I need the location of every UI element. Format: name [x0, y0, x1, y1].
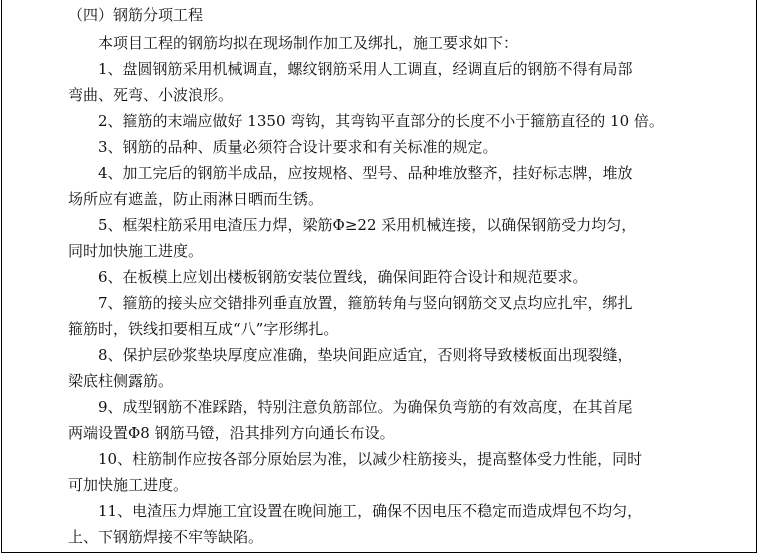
paragraph-line: 可加快施工进度。	[68, 476, 189, 494]
paragraph-line: 7、箍筋的接头应交错排列垂直放置，箍筋转角与竖向钢筋交叉点均应扎牢，绑扎	[98, 294, 633, 312]
list-item-10	[68, 446, 690, 498]
paragraph-line: 1、盘圆钢筋采用机械调直，螺纹钢筋采用人工调直，经调直后的钢筋不得有局部	[98, 60, 633, 78]
paragraph-line: 箍筋时，铁线扣要相互成“八”字形绑扎。	[68, 320, 339, 338]
list-item-11	[68, 498, 690, 550]
paragraph-line: 2、箍筋的末端应做好 1350 弯钩，其弯钩平直部分的长度不小于箍筋直径的 10 倍。	[98, 112, 664, 130]
paragraph-line: 本项目工程的钢筋均拟在现场制作加工及绑扎，施工要求如下：	[98, 34, 519, 52]
list-item-2	[68, 108, 690, 134]
paragraph-line: 场所应有遮盖，防止雨淋日晒而生锈。	[68, 190, 324, 208]
paragraph-line: 弯曲、死弯、小波浪形。	[68, 86, 234, 104]
paragraph-line: 8、保护层砂浆垫块厚度应准确，垫块间距应适宜，否则将导致楼板面出现裂缝，	[98, 346, 633, 364]
paragraph-line: 6、在板模上应划出楼板钢筋安装位置线，确保间距符合设计和规范要求。	[98, 268, 588, 286]
list-item-5	[68, 212, 690, 264]
document-page	[1, 0, 757, 553]
paragraph-line: 4、加工完后的钢筋半成品，应按规格、型号、品种堆放整齐，挂好标志牌，堆放	[98, 164, 633, 182]
paragraph-line: 同时加快施工进度。	[68, 242, 204, 260]
list-item-1	[68, 56, 690, 108]
intro-paragraph	[68, 30, 690, 56]
paragraph-line: 11、电渣压力焊施工宜设置在晚间施工，确保不因电压不稳定而造成焊包不均匀，	[98, 502, 643, 520]
paragraph-line: 梁底柱侧露筋。	[68, 372, 174, 390]
list-item-3	[68, 134, 690, 160]
paragraph-line: 10、柱筋制作应按各部分原始层为准，以减少柱筋接头，提高整体受力性能，同时	[98, 450, 643, 468]
list-item-6	[68, 264, 690, 290]
list-item-4	[68, 160, 690, 212]
paragraph-line: 9、成型钢筋不准踩踏，特别注意负筋部位。为确保负弯筋的有效高度，在其首尾	[98, 398, 633, 416]
list-item-9	[68, 394, 690, 446]
paragraph-line: 3、钢筋的品种、质量必须符合设计要求和有关标准的规定。	[98, 138, 498, 156]
paragraph-line: 5、框架柱筋采用电渣压力焊，梁筋Φ≥22 采用机械连接，以确保钢筋受力均匀，	[98, 216, 637, 234]
paragraph-line: 两端设置Φ8 钢筋马镫，沿其排列方向通长布设。	[68, 424, 395, 442]
section-heading: （四）钢筋分项工程	[68, 6, 204, 24]
list-item-7	[68, 290, 690, 342]
list-item-8	[68, 342, 690, 394]
paragraph-line: 上、下钢筋焊接不牢等缺陷。	[68, 528, 264, 546]
